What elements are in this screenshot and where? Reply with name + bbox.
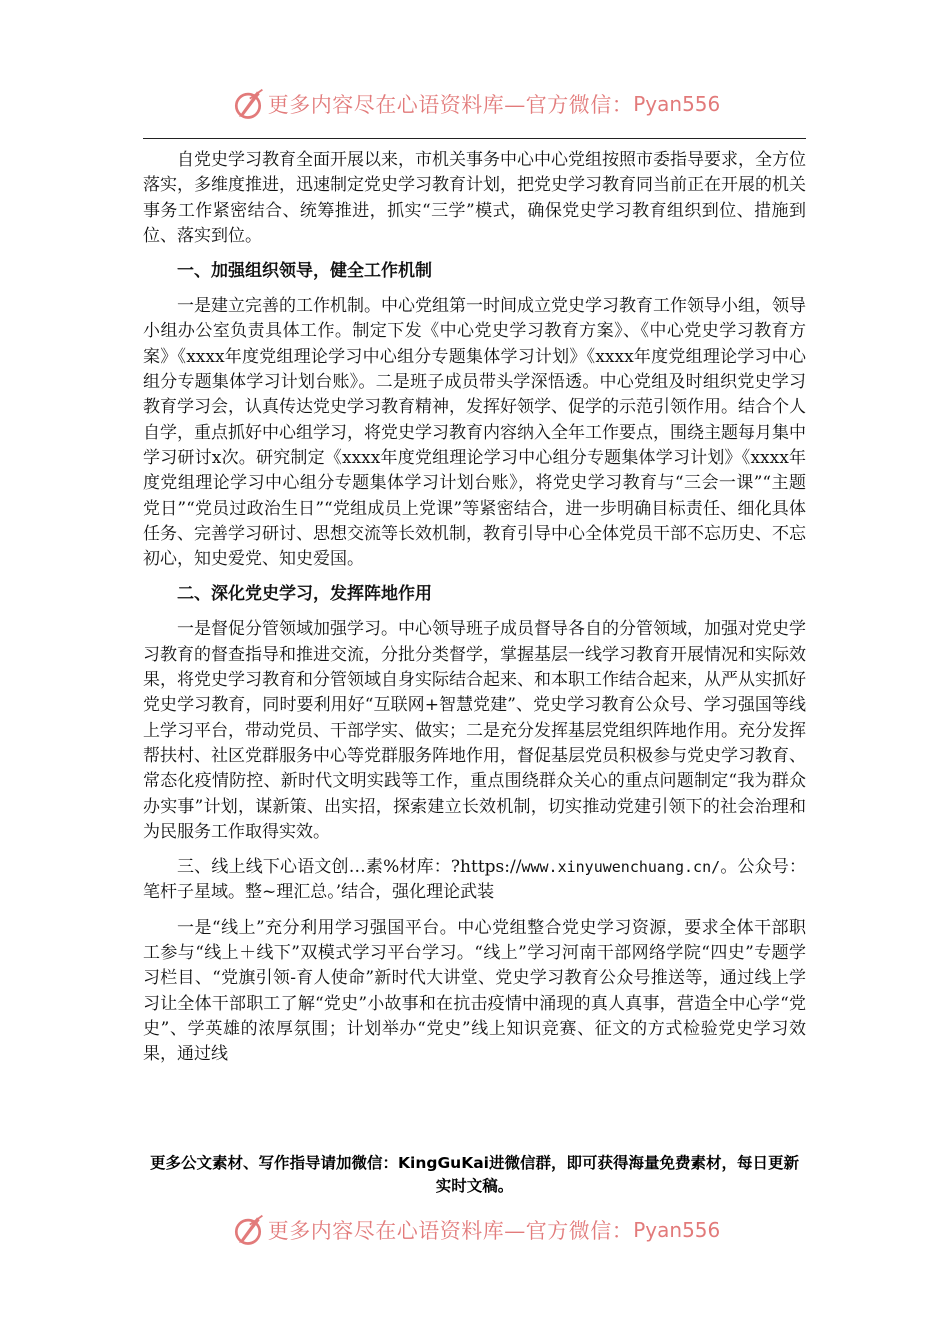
section-3-heading [143, 855, 806, 906]
header-rule [143, 138, 806, 139]
intro-paragraph: 自党史学习教育全面开展以来，市机关事务中心中心党组按照市委指导要求，全方位落实，多维度推进，迅速制定党史学习教育计划，把党史学习教育同当前正在开展的机关事务工作紧密结合、统筹推进，抓实“三学”模式，确保党史学习教育组织到位、措施到位、落实到位。 [143, 150, 806, 246]
section-3-heading-part2: 。公众号：笔杆子星域。整~理汇总。’结合，强化理论武装 [143, 857, 807, 903]
banner-wechat-id: Pyan556 [633, 92, 721, 116]
header-banner [0, 84, 950, 124]
section-2-body: 一是督促分管领域加强学习。中心领导班子成员督导各自的分管领域，加强对党史学习教育的督查指导和推进交流，分批分类督学，掌握基层一线学习教育开展情况和实际效果，将党史学习教育和分管领域自身实际结合起来、和本职工作结合起来，从严从实抓好党史学习教育，同时要利用好“互联网+智慧党建”、党史学习教育公众号、学习强国等线上学习平台，带动党员、干部学实、做实；二是充分发挥基层党组织阵地作用。充分发挥帮扶村、社区党群服务中心等党群服务阵地作用，督促基层党员积极参与党史学习教育、常态化疫情防控、新时代文明实践等工作，重点围绕群众关心的重点问题制定“我为群众办实事”计划，谋新策、出实招，探索建立长效机制，切实推动党建引领下的社会治理和为民服务工作取得实效。 [143, 619, 806, 842]
section-1-heading: 一、加强组织领导，健全工作机制 [177, 261, 432, 282]
section-1-body: 一是建立完善的工作机制。中心党组第一时间成立党史学习教育工作领导小组，领导小组办公室负责具体工作。制定下发《中心党史学习教育方案》、《中心党史学习教育方案》《xxxx年度党组理论学习中心组分专题集体学习计划》《xxxx年度党组理论学习中心组分专题集体学习计划台账》。二是班子成员带头学深悟透。中心党组及时组织党史学习教育学习会，认真传达党史学习教育精神，发挥好领学、促学的示范引领作用。结合个人自学，重点抓好中心组学习，将党史学习教育内容纳入全年工作要点，围绕主题每月集中学习研讨x次。研究制定《xxxx年度党组理论学习中心组分专题集体学习计划》《xxxx年度党组理论学习中心组分专题集体学习计划台账》，将党史学习教育与“三会一课”“主题党日”“党员过政治生日”“党组成员上党课”等紧密结合，进一步明确目标责任、细化具体任务、完善学习研讨、思想交流等长效机制，教育引导中心全体党员干部不忘历史、不忘初心，知史爱党、知史爱国。 [143, 296, 806, 570]
section-2-heading: 二、深化党史学习，发挥阵地作用 [177, 584, 432, 605]
section-3-body: 一是“线上”充分利用学习强国平台。中心党组整合党史学习资源，要求全体干部职工参与“线上＋线下”双模式学习平台学习。“线上”学习河南干部网络学院“四史”专题学习栏目、“党旗引领-育人使命”新时代大讲堂、党史学习教育公众号推送等，通过线上学习让全体干部职工了解“党史”小故事和在抗击疫情中涌现的真人真事，营造全中心学“党史”、学英雄的浓厚氛围；计划举办“党史”线上知识竞赛、征文的方式检验党史学习效果，通过线 [143, 917, 806, 1065]
section-3-heading-part1: 三、线上线下心语文创…素%材库：?https:// [177, 857, 522, 878]
banner-text: 更多内容尽在心语资料库—官方微信： [267, 93, 634, 117]
quill-logo-icon [230, 1212, 266, 1248]
footer-banner [0, 1210, 950, 1250]
banner-text: 更多内容尽在心语资料库—官方微信： [267, 1219, 634, 1243]
section-3-heading-url: www.xinyuwenchuang.cn/ [521, 858, 721, 877]
banner-wechat-id: Pyan556 [633, 1218, 721, 1242]
footer-note: 更多公文素材、写作指导请加微信：KingGuKai进微信群，即可获得海量免费素材，每日更新实时文稿。 [150, 1154, 799, 1195]
document-body [143, 148, 806, 1068]
quill-logo-icon [230, 86, 266, 122]
